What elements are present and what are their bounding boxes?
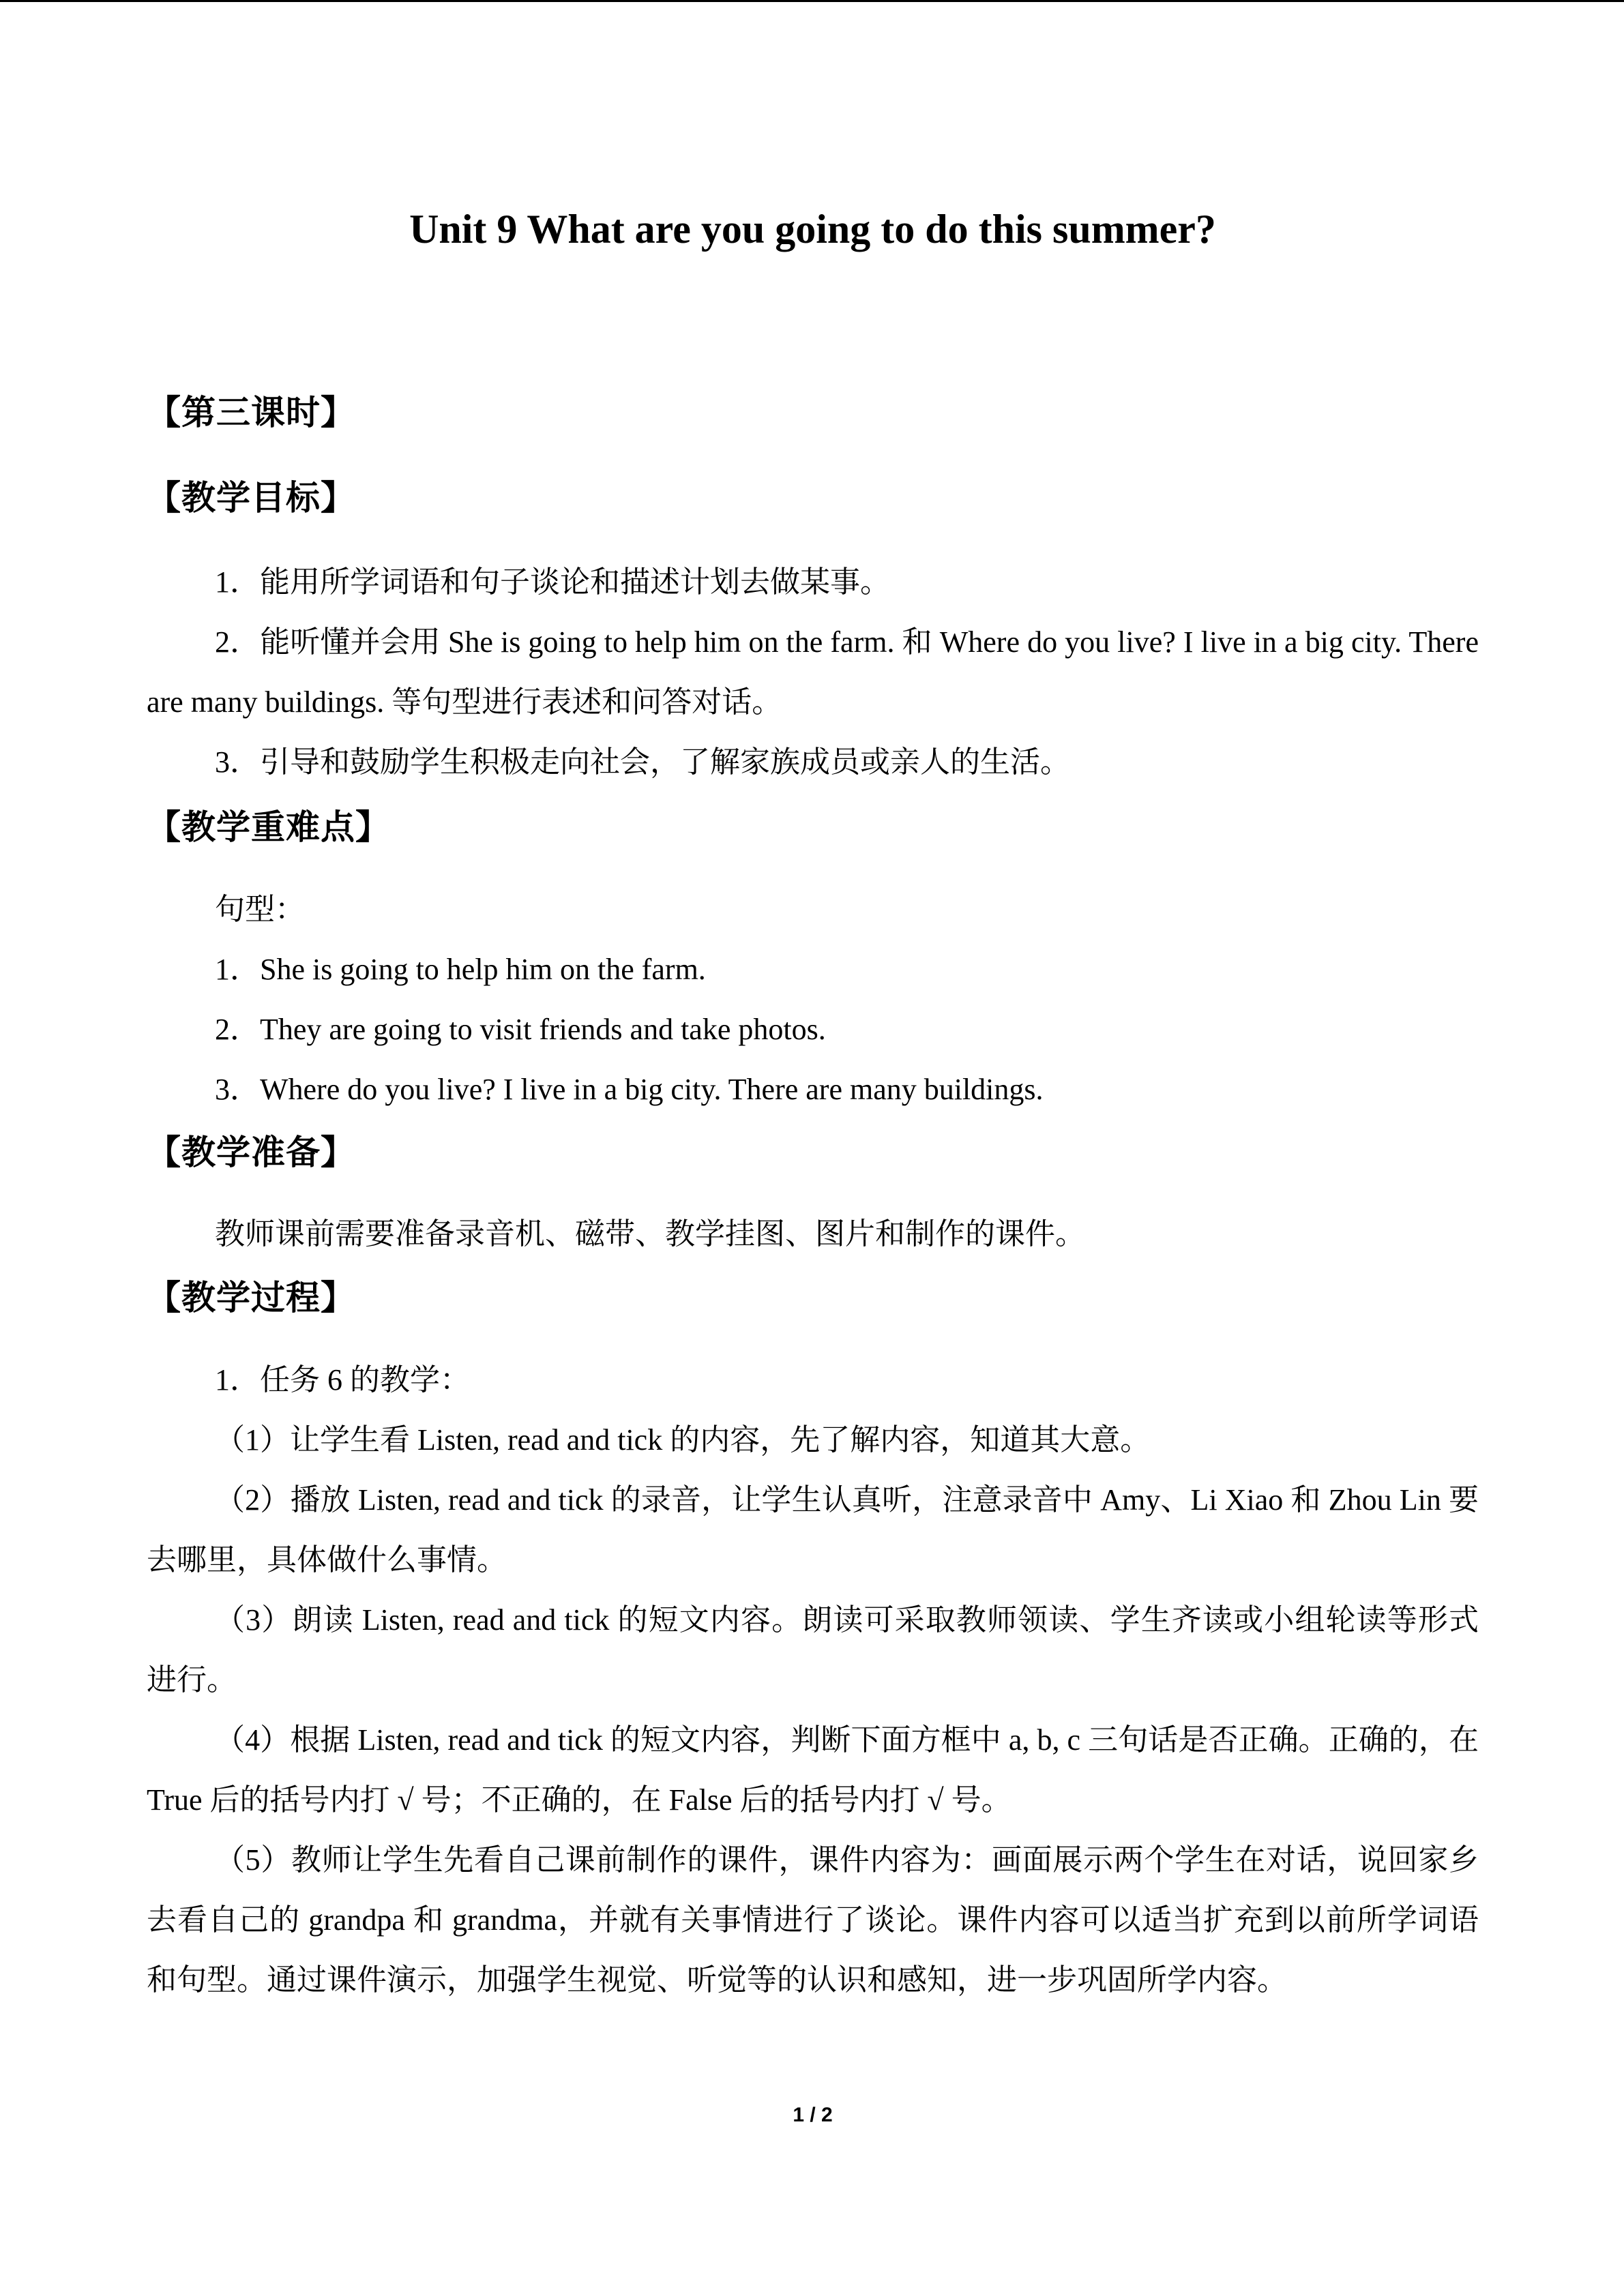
key-sentence-item: 1．She is going to help him on the farm. [215,953,706,986]
section-heading-process: 【教学过程】 [147,1279,355,1317]
process-step: （2）播放 Listen, read and tick 的录音，让学生认真听，注意录音中 Amy、Li Xiao 和 Zhou Lin 要去哪里，具体做什么事情。 [147,1483,1479,1577]
key-points-label: 句型： [215,893,305,926]
key-sentence-item: 3．Where do you live? I live in a big city. There are many buildings. [215,1073,1044,1106]
preparation-text: 教师课前需要准备录音机、磁带、教学挂图、图片和制作的课件。 [215,1217,1085,1251]
key-sentence-item: 2．They are going to visit friends and take photos. [215,1013,826,1046]
process-step: （5）教师让学生先看自己课前制作的课件，课件内容为：画面展示两个学生在对话，说回家乡去看自己的 grandpa 和 grandma，并就有关事情进行了谈论。课件内容可以适当扩充到以前所学词语和句型。通过课件演示，加强学生视觉、听觉等的认识和感知，进一步巩固所学内容。 [147,1843,1479,1997]
process-task: 1．任务 6 的教学： [215,1363,470,1397]
objective-item: 1．能用所学词语和句子谈论和描述计划去做某事。 [215,565,890,599]
objective-item: 3．引导和鼓励学生积极走向社会，了解家族成员或亲人的生活。 [215,745,1070,779]
section-heading-key-points: 【教学重难点】 [147,808,390,846]
process-step: （1）让学生看 Listen, read and tick 的内容，先了解内容，知道其大意。 [215,1423,1151,1457]
objective-item: 2．能听懂并会用 She is going to help him on the farm. 和 Where do you live? I live in a big city. There are many buildings. 等句型进行表述和问答对话。 [147,625,1479,719]
process-step: （4）根据 Listen, read and tick 的短文内容，判断下面方框中 a, b, c 三句话是否正确。正确的，在 True 后的括号内打 √ 号；不正确的，在 False 后的括号内打 √ 号。 [147,1723,1479,1817]
section-heading-preparation: 【教学准备】 [147,1133,355,1172]
section-heading-objectives: 【教学目标】 [147,479,355,517]
page-number: 1 / 2 [793,2104,833,2126]
document-title: Unit 9 What are you going to do this summer? [409,207,1216,252]
document-page [147,0,1479,2296]
process-step: （3）朗读 Listen, read and tick 的短文内容。朗读可采取教师领读、学生齐读或小组轮读等形式进行。 [147,1603,1479,1697]
section-heading-lesson: 【第三课时】 [147,393,355,432]
